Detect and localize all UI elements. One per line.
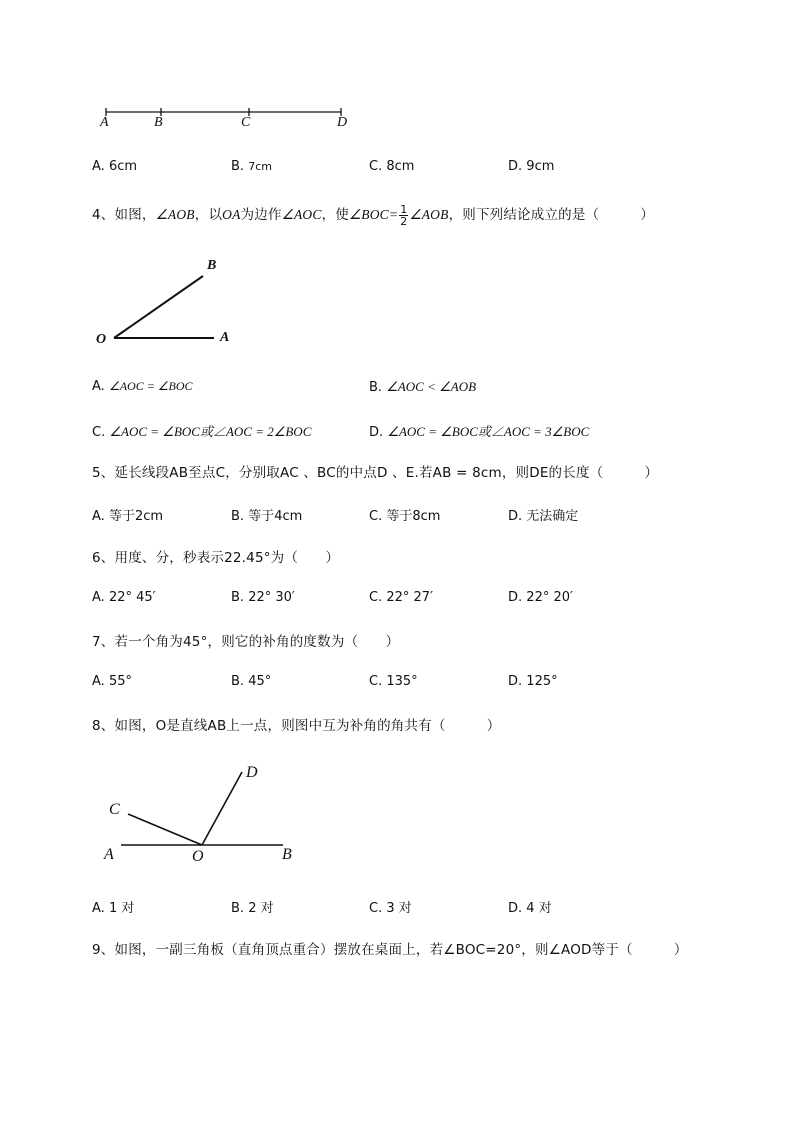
option-text: 1 对 bbox=[108, 901, 135, 916]
question-5-stem: 5、延长线段AB至点C，分别取AC 、BC的中点D 、E.若AB = 8cm，则DE的长度（ ） bbox=[92, 465, 659, 481]
point-label-d: D bbox=[246, 764, 258, 781]
option-key: C. bbox=[369, 674, 383, 689]
point-label-c: C bbox=[241, 115, 251, 130]
option-text: 22° 27′ bbox=[386, 590, 434, 605]
q3-option-a[interactable] bbox=[92, 159, 137, 174]
q8-option-c[interactable] bbox=[369, 897, 412, 916]
option-text: 7cm bbox=[248, 160, 272, 173]
option-key: A. bbox=[92, 674, 105, 689]
point-label-b: B bbox=[154, 115, 163, 130]
option-text: ∠AOC = ∠BOC或∠AOC = 3∠BOC bbox=[387, 424, 590, 439]
point-label-a: A bbox=[104, 846, 114, 863]
point-label-o: O bbox=[192, 848, 204, 865]
option-text: 55° bbox=[108, 674, 132, 689]
q7-option-b[interactable] bbox=[231, 674, 271, 689]
point-label-c: C bbox=[109, 801, 120, 818]
point-label-a: A bbox=[100, 115, 109, 130]
option-key: D. bbox=[508, 159, 523, 174]
option-key: A. bbox=[92, 379, 105, 394]
q4-option-b[interactable] bbox=[369, 379, 476, 395]
q5-option-b[interactable] bbox=[231, 505, 302, 524]
ray-od bbox=[202, 772, 242, 845]
q6-option-b[interactable] bbox=[231, 590, 295, 605]
q5-option-a[interactable] bbox=[92, 505, 163, 524]
option-text: 8cm bbox=[386, 159, 415, 174]
option-text: 无法确定 bbox=[526, 509, 579, 524]
option-text: 45° bbox=[248, 674, 272, 689]
option-text: ∠AOC < ∠AOB bbox=[386, 379, 477, 394]
q4-option-a[interactable] bbox=[92, 379, 193, 394]
option-key: A. bbox=[92, 901, 105, 916]
option-text: 22° 20′ bbox=[526, 590, 573, 605]
question-6-stem: 6、用度、分，秒表示22.45°为（ ） bbox=[92, 550, 340, 566]
q6-option-a[interactable] bbox=[92, 590, 156, 605]
q5-option-c[interactable] bbox=[369, 505, 440, 524]
option-key: D. bbox=[508, 509, 523, 524]
q3-option-d[interactable] bbox=[508, 159, 554, 174]
q8-option-d[interactable] bbox=[508, 897, 552, 916]
option-key: C. bbox=[369, 509, 383, 524]
ray-oc bbox=[128, 814, 202, 845]
point-label-b: B bbox=[282, 846, 292, 863]
option-text: ∠AOC = ∠BOC或∠AOC = 2∠BOC bbox=[109, 424, 312, 439]
option-text: 125° bbox=[526, 674, 558, 689]
option-text: 等于4cm bbox=[248, 509, 303, 524]
option-key: C. bbox=[92, 425, 106, 440]
q4-option-c[interactable] bbox=[92, 421, 311, 440]
option-key: B. bbox=[231, 509, 245, 524]
q7-option-d[interactable] bbox=[508, 674, 558, 689]
point-label-o: O bbox=[96, 332, 107, 347]
point-label-d: D bbox=[337, 115, 348, 130]
option-key: C. bbox=[369, 590, 383, 605]
q4-option-d[interactable] bbox=[369, 421, 589, 440]
option-text: 等于2cm bbox=[108, 509, 164, 524]
q7-option-c[interactable] bbox=[369, 674, 418, 689]
option-key: A. bbox=[92, 509, 105, 524]
question-8-stem: 8、如图，O是直线AB上一点，则图中互为补角的角共有（ ） bbox=[92, 718, 501, 734]
q7-option-a[interactable] bbox=[92, 674, 132, 689]
option-text: 4 对 bbox=[526, 901, 552, 916]
option-key: D. bbox=[508, 590, 523, 605]
ray-ob bbox=[114, 276, 203, 338]
option-key: D. bbox=[508, 674, 523, 689]
q5-option-d[interactable] bbox=[508, 505, 578, 524]
fraction-one-half: $\frac{1}{2}$ bbox=[400, 202, 408, 228]
option-key: C. bbox=[369, 159, 383, 174]
option-key: B. bbox=[231, 159, 245, 174]
option-text: 2 对 bbox=[248, 901, 274, 916]
option-key: B. bbox=[231, 901, 245, 916]
option-text: 等于8cm bbox=[386, 509, 441, 524]
option-text: 22° 45′ bbox=[108, 590, 156, 605]
option-text: 135° bbox=[386, 674, 418, 689]
option-key: D. bbox=[369, 425, 384, 440]
option-text: 22° 30′ bbox=[248, 590, 295, 605]
option-key: A. bbox=[92, 159, 105, 174]
q8-option-b[interactable] bbox=[231, 897, 274, 916]
option-key: A. bbox=[92, 590, 105, 605]
option-text: 3 对 bbox=[386, 901, 412, 916]
option-key: B. bbox=[231, 674, 245, 689]
option-key: B. bbox=[231, 590, 245, 605]
option-text: 9cm bbox=[526, 159, 555, 174]
question-7-stem: 7、若一个角为45°，则它的补角的度数为（ ） bbox=[92, 634, 400, 650]
q6-option-c[interactable] bbox=[369, 590, 433, 605]
option-text: ∠AOC = ∠BOC bbox=[108, 379, 193, 393]
q3-option-c[interactable] bbox=[369, 159, 414, 174]
option-key: B. bbox=[369, 380, 383, 395]
point-label-a: A bbox=[220, 330, 230, 345]
q6-option-d[interactable] bbox=[508, 590, 573, 605]
point-label-b: B bbox=[207, 258, 217, 273]
q8-option-a[interactable] bbox=[92, 897, 134, 916]
q3-option-b[interactable] bbox=[231, 159, 272, 174]
option-key: C. bbox=[369, 901, 383, 916]
question-9-stem: 9、如图，一副三角板（直角顶点重合）摆放在桌面上，若∠BOC=20°，则∠AOD等于（ ） bbox=[92, 942, 688, 958]
option-key: D. bbox=[508, 901, 523, 916]
option-text: 6cm bbox=[108, 159, 138, 174]
question-4-stem: 4、如图，∠AOB，以OA为边作∠AOC，使∠BOC= $\frac{1}{2}$ ∠AOB，则下列结论成立的是（ ） bbox=[92, 202, 655, 228]
